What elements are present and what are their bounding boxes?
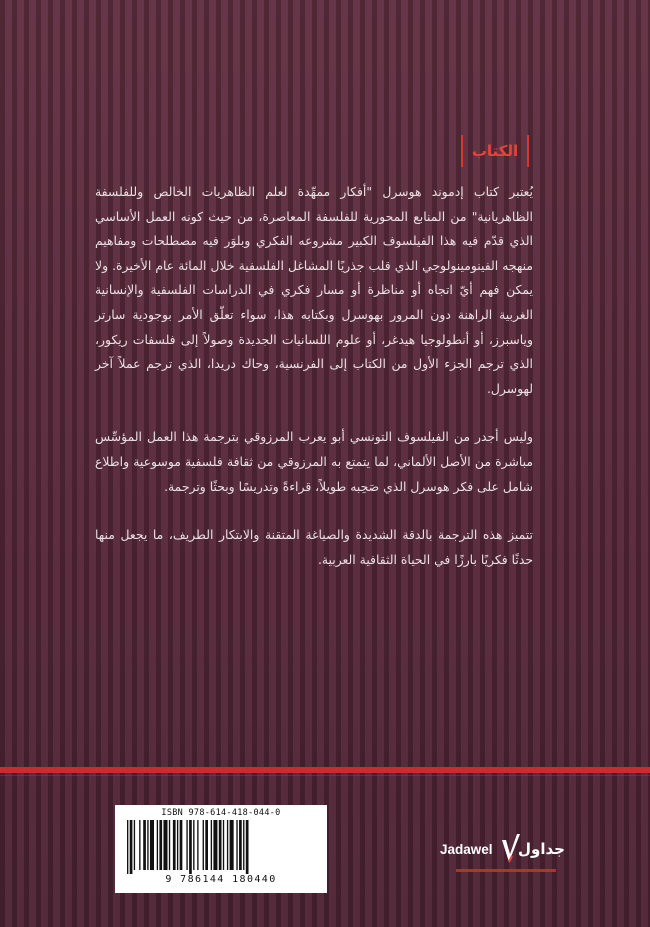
barcode-number: 9 786144 180440 <box>165 874 277 885</box>
publisher-name-latin: Jadawel <box>440 842 493 857</box>
publisher-tagline-bar <box>456 868 556 873</box>
barcode-box <box>115 805 327 893</box>
book-description <box>95 180 533 572</box>
description-paragraph-1: يُعتبر كتاب إدموند هوسرل "أفكار ممهِّدة لعلم الظاهريات الخالص وللفلسفة الظاهريانية" من المنابع المحورية للفلسفة المعاصرة، من حيث كونه العمل الأساسي الذي قدّم فيه هذا الفيلسوف الكبير مشروعه الفكري وبلوَر فيه مصطلحات ومفاهيم منهجه الفينومينولوجي الذي قلب جذريًا المشاغل الفلسفية خلال المائة عام الأخيرة. ولا يمكن فهم أيّ اتجاه أو مناظرة أو مسار فكري في الدراسات الفلسفية والإنسانية الغربية الراهنة دون المرور بهوسرل وبكتابه هذا، سواء تعلّق الأمر بوجودية سارتر وياسبرز، أو أنطولوجيا هيدغر، أو علوم اللسانيات الجديدة وصولاً إلى فلسفات ريكور، الذي ترجم الجزء الأول من الكتاب إلى الفرنسية، وحاك دريدا، الذي ترجم عملاً آخر لهوسرل. <box>95 184 533 396</box>
isbn-label: ISBN 978-614-418-044-0 <box>161 808 281 818</box>
section-label: الكتاب <box>471 142 519 160</box>
barcode-icon <box>123 820 319 874</box>
section-label-frame <box>461 135 529 167</box>
publisher-logo <box>440 830 565 880</box>
publisher-name-arabic: جداول <box>518 840 565 858</box>
description-paragraph-3: تتميز هذه الترجمة بالدقة الشديدة والصياغة المتقنة والابتكار الطريف، ما يجعل منها حدثًا فكريًا بارزًا في الحياة الثقافية العربية. <box>95 527 533 567</box>
red-divider-line <box>0 767 650 773</box>
description-paragraph-2: وليس أجدر من الفيلسوف التونسي أبو يعرب المرزوقي بترجمة هذا العمل المؤسِّس مباشرة من الأصل الألماني، لما يتمتع به المرزوقي من ثقافة فلسفية موسوعية واطلاع شامل على فكر هوسرل الذي صَحِبه طويلاً، قراءةً وتدريسًا وبحثًا وترجمة. <box>95 429 533 494</box>
red-divider-thin-line <box>0 775 650 776</box>
